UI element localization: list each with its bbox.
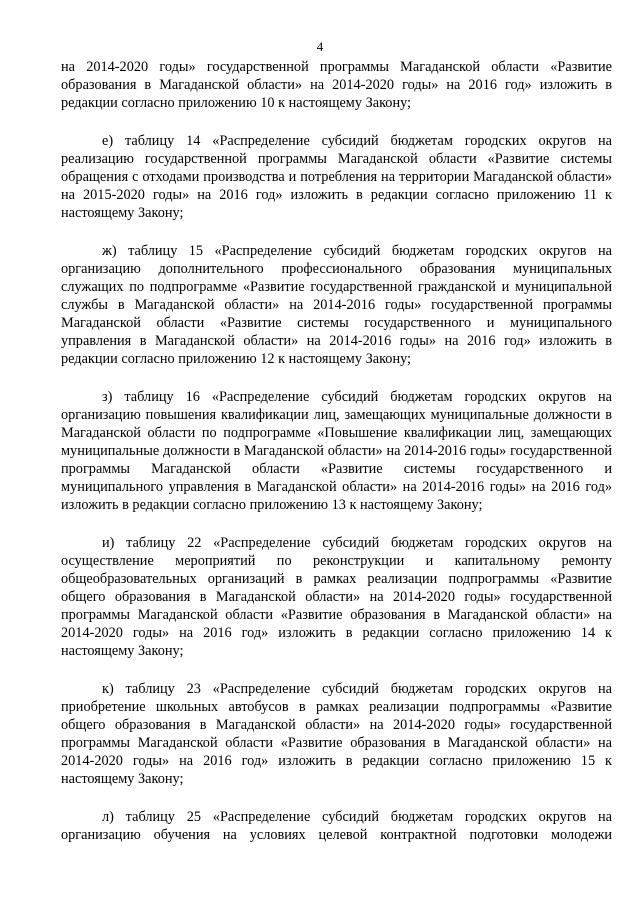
page-number: 4	[316, 39, 324, 54]
paragraph-gap	[61, 660, 612, 680]
paragraph-item-zh: ж) таблицу 15 «Распределение субсидий бюджетам городских округов на организацию дополнительного профессионального образования муниципальных служащих по подпрограмме «Развитие государственной гражданской и муниципальной службы в Магаданской области» на 2014-2016 годы» государственной программы Магаданской области «Развитие системы государственного и муниципального управления в Магаданской области» на 2014-2016 годы» на 2016 год» изложить в редакции согласно приложению 12 к настоящему Закону;	[61, 243, 612, 367]
paragraph-item-i: и) таблицу 22 «Распределение субсидий бюджетам городских округов на осуществление мероприятий по реконструкции и капитальному ремонту общеобразовательных организаций в рамках реализации подпрограммы «Развитие общего образования в Магаданской области» на 2014-2020 годы» государственной программы Магаданской области «Развитие образования в Магаданской области» на 2014-2020 годы» на 2016 год» изложить в редакции согласно приложению 14 к настоящему Закону;	[61, 535, 612, 659]
paragraph-continuation: на 2014-2020 годы» государственной программы Магаданской области «Развитие образования в Магаданской области» на 2014-2020 годы» на 2016 год» изложить в редакции согласно приложению 10 к настоящему Закону;	[61, 59, 612, 111]
paragraph-gap	[61, 222, 612, 242]
paragraph-gap	[61, 368, 612, 388]
paragraph-item-e: е) таблицу 14 «Распределение субсидий бюджетам городских округов на реализацию государственной программы Магаданской области «Развитие системы обращения с отходами производства и потребления на территории Магаданской области» на 2015-2020 годы» на 2016 год» изложить в редакции согласно приложению 11 к настоящему Закону;	[61, 133, 612, 221]
paragraph-gap	[61, 514, 612, 534]
document-body	[61, 58, 612, 844]
paragraph-gap	[61, 112, 612, 132]
paragraph-item-k: к) таблицу 23 «Распределение субсидий бюджетам городских округов на приобретение школьных автобусов в рамках реализации подпрограммы «Развитие общего образования в Магаданской области» на 2014-2020 годы» государственной программы Магаданской области «Развитие образования в Магаданской области» на 2014-2020 годы» на 2016 год» изложить в редакции согласно приложению 15 к настоящему Закону;	[61, 681, 612, 787]
paragraph-gap	[61, 788, 612, 808]
paragraph-item-l: л) таблицу 25 «Распределение субсидий бюджетам городских округов на организацию обучения на условиях целевой контрактной подготовки молодежи	[61, 809, 612, 843]
paragraph-item-z: з) таблицу 16 «Распределение субсидий бюджетам городских округов на организацию повышения квалификации лиц, замещающих муниципальные должности в Магаданской области по подпрограмме «Повышение квалификации лиц, замещающих муниципальные должности в Магаданской области» на 2014-2016 годы» государственной программы Магаданской области «Развитие системы государственного и муниципального управления в Магаданской области» на 2014-2016 годы» на 2016 год» изложить в редакции согласно приложению 13 к настоящему Закону;	[61, 389, 612, 513]
